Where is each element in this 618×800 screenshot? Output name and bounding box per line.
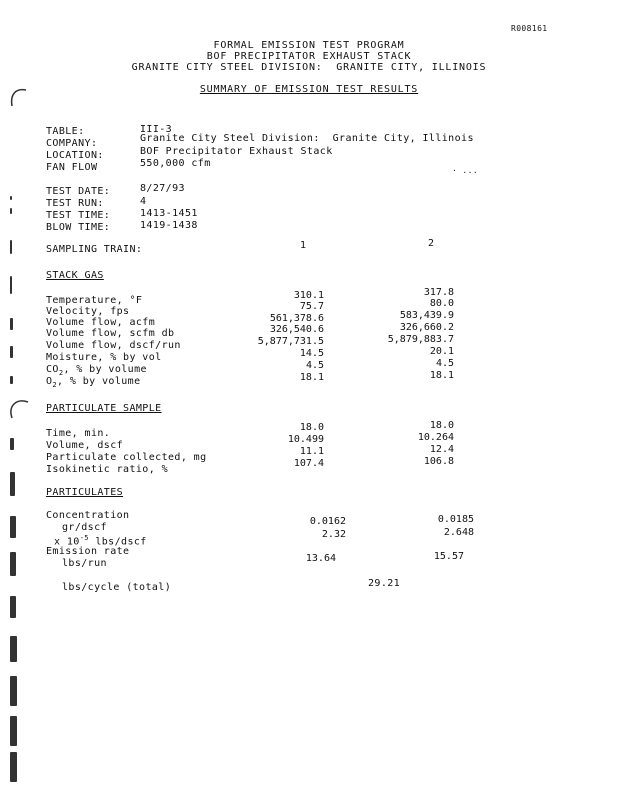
stack-gas-value-1: 18.1 (299, 372, 324, 383)
stack-gas-value-1: 5,877,731.5 (257, 336, 324, 347)
scan-speck (10, 276, 12, 294)
sample-value-2: 106.8 (423, 456, 454, 467)
test-run-label: TEST RUN: (46, 198, 104, 209)
stack-gas-value-2: 583,439.9 (399, 310, 454, 321)
table-value: III-3 (140, 124, 173, 135)
sample-value-1: 10.499 (287, 434, 324, 445)
test-time-value: 1413-1451 (140, 208, 198, 219)
blow-time-value: 1419-1438 (140, 220, 198, 231)
scan-speck (10, 376, 13, 384)
lbs-dscf-value-2: 2.648 (443, 527, 474, 538)
stack-gas-label: Velocity, fps (46, 306, 130, 317)
lbs-cycle-value: 29.21 (368, 578, 401, 589)
stack-gas-label: Volume flow, dscf/run (46, 340, 181, 351)
test-time-label: TEST TIME: (46, 210, 111, 221)
fan-flow-value: 550,000 cfm (140, 158, 211, 169)
sample-value-2: 18.0 (429, 420, 454, 431)
document-id: R008161 (511, 24, 548, 33)
lbs-run-value-2: 15.57 (433, 551, 464, 562)
stack-gas-value-2: 326,660.2 (399, 322, 454, 333)
stack-gas-value-1: 326,540.6 (269, 324, 324, 335)
division-title: GRANITE CITY STEEL DIVISION: GRANITE CITY, ILLINOIS (131, 62, 487, 73)
train-1-header: 1 (300, 240, 307, 251)
lbs-dscf-value-1: 2.32 (321, 529, 346, 540)
sample-value-1: 18.0 (299, 422, 324, 433)
test-run-value: 4 (140, 196, 147, 207)
concentration-label: Concentration (46, 510, 130, 521)
company-value: Granite City Steel Division: Granite City, Illinois (140, 133, 474, 144)
scan-speck (10, 240, 12, 254)
stack-gas-label: $CO_2$, % by volume (46, 364, 147, 377)
location-label: LOCATION: (46, 150, 104, 161)
punch-hole-mark-top (4, 84, 34, 114)
scan-speck (10, 472, 15, 496)
sample-label: Time, min. (46, 428, 111, 439)
stack-gas-value-2: 5,879,883.7 (387, 334, 454, 345)
scan-speck (10, 676, 17, 706)
sample-value-1: 107.4 (293, 458, 324, 469)
stray-mark: · ... (452, 166, 479, 175)
stack-gas-value-2: 20.1 (429, 346, 454, 357)
sample-value-2: 10.264 (417, 432, 454, 443)
scan-speck (10, 552, 16, 576)
train-2-header: 2 (428, 238, 435, 249)
stack-title: BOF PRECIPITATOR EXHAUST STACK (206, 51, 412, 62)
stack-gas-label: Volume flow, acfm (46, 317, 156, 328)
scan-speck (10, 318, 13, 330)
stack-gas-value-1: 75.7 (299, 301, 324, 312)
sampling-train-label: SAMPLING TRAIN: (46, 244, 143, 255)
stack-gas-value-1: 310.1 (293, 290, 324, 301)
stack-gas-label: Moisture, % by vol (46, 352, 162, 363)
stack-gas-value-1: 4.5 (305, 360, 324, 371)
company-label: COMPANY: (46, 138, 98, 149)
sample-label: Particulate collected, mg (46, 452, 207, 463)
stack-gas-value-2: 317.8 (423, 287, 454, 298)
lbs-cycle-label: lbs/cycle (total) (62, 582, 172, 593)
stack-gas-label: Volume flow, scfm db (46, 328, 175, 339)
lbs-dscf-label: x $10^{-5}$ lbs/dscf (54, 534, 147, 548)
scan-speck (10, 346, 13, 358)
blow-time-label: BLOW TIME: (46, 222, 111, 233)
scan-speck (10, 752, 17, 782)
gr-dscf-value-1: 0.0162 (309, 516, 346, 527)
scan-speck (10, 596, 16, 618)
fan-flow-label: FAN FLOW (46, 162, 98, 173)
stack-gas-label: $O_2$, % by volume (46, 376, 141, 389)
stack-gas-value-2: 80.0 (429, 298, 454, 309)
scan-speck (10, 196, 12, 200)
table-label: TABLE: (46, 126, 85, 137)
sample-label: Volume, dscf (46, 440, 124, 451)
particulate-sample-heading: PARTICULATE SAMPLE (46, 403, 162, 414)
summary-title: SUMMARY OF EMISSION TEST RESULTS (199, 84, 419, 95)
sample-value-1: 11.1 (299, 446, 324, 457)
scan-speck (10, 516, 16, 538)
stack-gas-value-2: 18.1 (429, 370, 454, 381)
scan-speck (10, 636, 17, 662)
lbs-run-value-1: 13.64 (305, 553, 336, 564)
particulates-heading: PARTICULATES (46, 487, 124, 498)
sample-value-2: 12.4 (429, 444, 454, 455)
stack-gas-label: Temperature, °F (46, 295, 143, 306)
punch-hole-mark-middle (4, 396, 34, 426)
location-value: BOF Precipitator Exhaust Stack (140, 146, 333, 157)
stack-gas-value-1: 561,378.6 (269, 313, 324, 324)
emission-rate-label: Emission rate (46, 546, 130, 557)
gr-dscf-value-2: 0.0185 (437, 514, 474, 525)
test-date-value: 8/27/93 (140, 183, 185, 194)
stack-gas-value-1: 14.5 (299, 348, 324, 359)
stack-gas-value-2: 4.5 (435, 358, 454, 369)
program-title: FORMAL EMISSION TEST PROGRAM (213, 40, 405, 51)
sample-label: Isokinetic ratio, % (46, 464, 168, 475)
lbs-run-label: lbs/run (62, 558, 107, 569)
scan-speck (10, 208, 12, 214)
gr-dscf-label: gr/dscf (62, 522, 107, 533)
test-date-label: TEST DATE: (46, 186, 111, 197)
stack-gas-heading: STACK GAS (46, 270, 104, 281)
scan-speck (10, 438, 14, 450)
scan-speck (10, 716, 17, 746)
